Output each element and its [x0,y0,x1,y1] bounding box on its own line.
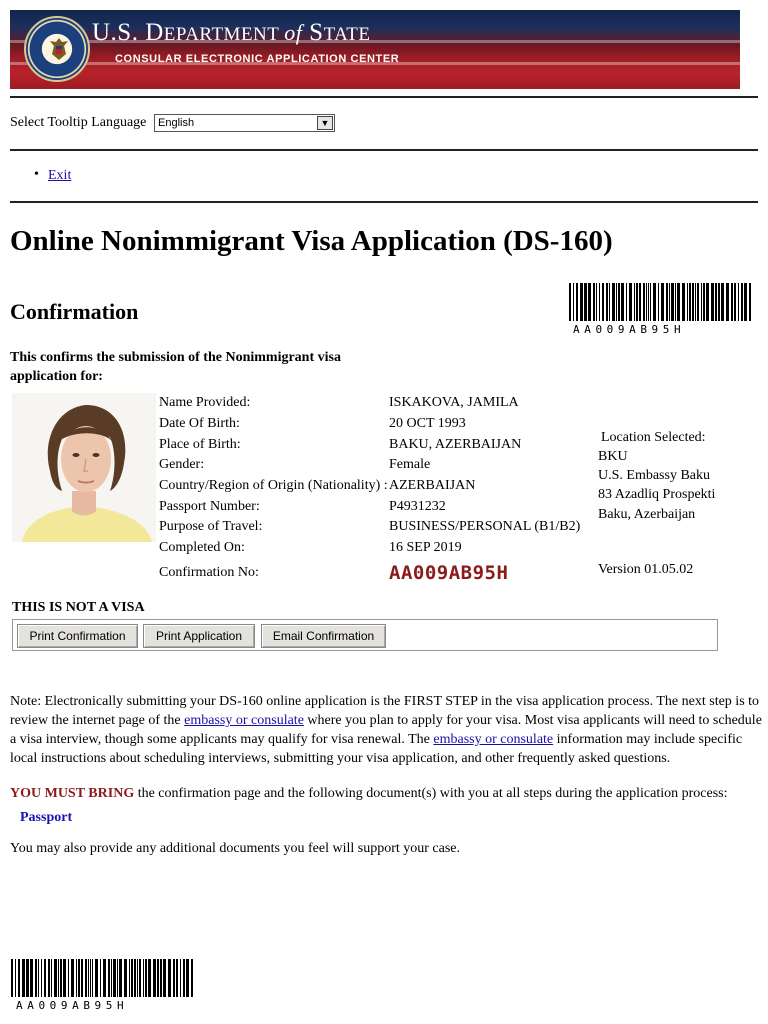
dept-title-part2: S [302,19,324,46]
print-confirmation-button[interactable]: Print Confirmation [17,624,138,648]
barcode-bar [626,283,627,321]
barcode-bar [689,283,691,321]
location-name: U.S. Embassy Baku [598,468,710,483]
passport-number-value: P4931232 [389,499,446,514]
barcode-bar [176,959,178,997]
barcode-bar [168,959,171,997]
barcode-bar [41,959,42,997]
barcode-bar [90,959,91,997]
dept-title-pre: U.S. D [92,19,164,46]
barcode-bar [54,959,57,997]
barcode-bar [593,283,595,321]
barcode-bar [734,283,736,321]
confirmation-intro: This confirms the submission of the Nonimmigrant visa application for: [10,350,341,384]
barcode-bar [117,959,118,997]
exit-link[interactable]: Exit [48,168,72,183]
barcode-bar [692,283,694,321]
dept-title-part3: TATE [323,24,371,45]
travel-purpose-label: Purpose of Travel: [159,519,263,534]
barcode-bar [143,959,144,997]
barcode-bar [148,959,151,997]
barcode-bar [35,959,37,997]
chevron-down-icon[interactable]: ▼ [317,116,333,130]
barcode-bar [44,959,46,997]
barcode-bar [653,283,656,321]
barcode-bar [95,959,98,997]
barcode-top-text: AA009AB95H [573,323,686,336]
barcode-bar [695,283,696,321]
barcode-bar [173,959,175,997]
barcode-bar [596,283,597,321]
barcode-bar [677,283,680,321]
barcode-bar [671,283,674,321]
bullet: • [34,167,39,182]
additional-documents-note: You may also provide any additional documents you feel will support your case. [10,841,460,856]
nationality-value: AZERBAIJAN [389,478,476,493]
barcode-bar [612,283,615,321]
confirmation-no-label: Confirmation No: [159,565,259,580]
barcode-bar [646,283,647,321]
barcode-bar [119,959,122,997]
barcode-bottom [11,959,195,997]
barcode-bar [738,283,739,321]
embassy-consulate-link[interactable]: embassy or consulate [184,713,304,728]
dob-value: 20 OCT 1993 [389,416,466,431]
barcode-bar [602,283,604,321]
barcode-bar [26,959,29,997]
barcode-bar [137,959,138,997]
barcode-bar [145,959,147,997]
must-bring-notice [10,786,728,802]
embassy-consulate-link[interactable]: embassy or consulate [433,732,554,747]
consular-center-subtitle: CONSULAR ELECTRONIC APPLICATION CENTER [115,53,400,65]
must-bring-text: the confirmation page and the following document(s) with you at all steps during the application process: [134,786,728,801]
section-title: Confirmation [10,299,139,324]
barcode-bar [731,283,733,321]
completed-on-value: 16 SEP 2019 [389,540,462,555]
barcode-bar [573,283,574,321]
barcode-bar [76,959,77,997]
barcode-bar [22,959,25,997]
divider [10,149,758,151]
barcode-bar [744,283,747,321]
name-value: ISKAKOVA, JAMILA [389,395,519,410]
barcode-bar [658,283,659,321]
barcode-bar [18,959,20,997]
applicant-photo-image [12,393,156,542]
barcode-top [569,283,753,321]
barcode-bar [78,959,80,997]
barcode-bar [701,283,702,321]
barcode-bar [51,959,52,997]
barcode-bar [606,283,608,321]
barcode-bar [726,283,729,321]
barcode-bar [599,283,600,321]
barcode-bar [191,959,193,997]
barcode-bar [675,283,676,321]
barcode-bar [100,959,101,997]
page-title: Online Nonimmigrant Visa Application (DS-160) [10,225,613,257]
applicant-photo [12,393,156,542]
note-text: information may include specific local instructions about scheduling interviews, submitting your visa application, and other frequently asked questions. [10,732,743,766]
barcode-bar [71,959,74,997]
barcode-bar [85,959,87,997]
eagle-icon [48,36,70,62]
barcode-bar [153,959,156,997]
birthplace-label: Place of Birth: [159,437,241,452]
note-text: where you plan to apply for your visa. Most visa applicants will need to schedule a visa interview, though some applicants may qualify for visa renewal. The [10,713,762,747]
barcode-bar [569,283,571,321]
barcode-bottom-text: AA009AB95H [16,999,129,1012]
barcode-bar [629,283,632,321]
divider [10,201,758,203]
confirmation-number: AA009AB95H [389,562,509,584]
passport-number-label: Passport Number: [159,499,260,514]
department-of-state-banner [10,10,740,89]
barcode-bar [157,959,159,997]
nationality-label: Country/Region of Origin (Nationality) : [159,478,388,493]
barcode-bar [30,959,33,997]
barcode-bar [718,283,720,321]
department-title [92,19,371,47]
barcode-bar [588,283,591,321]
not-a-visa-notice: THIS IS NOT A VISA [12,600,145,615]
barcode-bar [11,959,13,997]
note-text: Note: Electronically submitting your DS-160 online application is the FIRST STEP in the visa application process. The next step is to review the internet page of the [10,694,760,728]
barcode-bar [38,959,39,997]
required-document-passport: Passport [20,810,73,825]
barcode-bar [63,959,66,997]
barcode-bar [580,283,583,321]
barcode-bar [706,283,709,321]
barcode-bar [92,959,93,997]
dob-label: Date Of Birth: [159,416,240,431]
barcode-bar [103,959,106,997]
barcode-bar [636,283,638,321]
barcode-bar [697,283,699,321]
barcode-bar [108,959,110,997]
barcode-bar [68,959,69,997]
tooltip-language-label: Select Tooltip Language [10,115,147,130]
barcode-bar [650,283,651,321]
barcode-bar [58,959,59,997]
barcode-bar [183,959,185,997]
barcode-bar [15,959,16,997]
barcode-bar [163,959,166,997]
barcode-bar [749,283,751,321]
gender-value: Female [389,457,431,472]
barcode-bar [648,283,649,321]
location-selected-label: Location Selected: [601,430,706,445]
barcode-bar [669,283,670,321]
barcode-bar [639,283,641,321]
location-code: BKU [598,449,628,464]
barcode-bar [160,959,162,997]
barcode-bar [88,959,89,997]
barcode-bar [687,283,688,321]
dept-title-of: of [284,20,303,45]
name-label: Name Provided: [159,395,251,410]
barcode-bar [721,283,724,321]
travel-purpose-value: BUSINESS/PERSONAL (B1/B2) [389,519,581,534]
barcode-bar [616,283,617,321]
barcode-bar [131,959,133,997]
barcode-bar [186,959,189,997]
barcode-bar [60,959,62,997]
barcode-bar [180,959,181,997]
barcode-bar [124,959,127,997]
version-label: Version 01.05.02 [598,562,694,577]
barcode-bar [113,959,116,997]
location-street: 83 Azadliq Prospekti [598,487,716,502]
barcode-bar [618,283,620,321]
email-confirmation-button[interactable]: Email Confirmation [261,624,386,648]
tooltip-language-value: English [158,117,195,129]
barcode-bar [129,959,130,997]
state-department-seal-icon [24,16,90,82]
birthplace-value: BAKU, AZERBAIJAN [389,437,522,452]
barcode-bar [666,283,668,321]
must-bring-emphasis: YOU MUST BRING [10,786,135,801]
barcode-bar [643,283,645,321]
barcode-bar [609,283,610,321]
completed-on-label: Completed On: [159,540,245,555]
print-application-button[interactable]: Print Application [143,624,255,648]
submission-note [10,692,762,768]
barcode-bar [703,283,705,321]
barcode-bar [621,283,624,321]
divider [10,96,758,98]
barcode-bar [134,959,136,997]
barcode-bar [711,283,714,321]
barcode-bar [584,283,587,321]
barcode-bar [715,283,717,321]
barcode-bar [111,959,112,997]
location-city: Baku, Azerbaijan [598,507,696,522]
barcode-bar [682,283,685,321]
gender-label: Gender: [159,457,205,472]
barcode-bar [576,283,578,321]
barcode-bar [741,283,743,321]
tooltip-language-select[interactable] [154,114,335,132]
barcode-bar [81,959,83,997]
barcode-bar [661,283,664,321]
dept-title-part1: EPARTMENT [163,24,285,45]
barcode-bar [634,283,635,321]
barcode-bar [48,959,50,997]
barcode-bar [139,959,141,997]
